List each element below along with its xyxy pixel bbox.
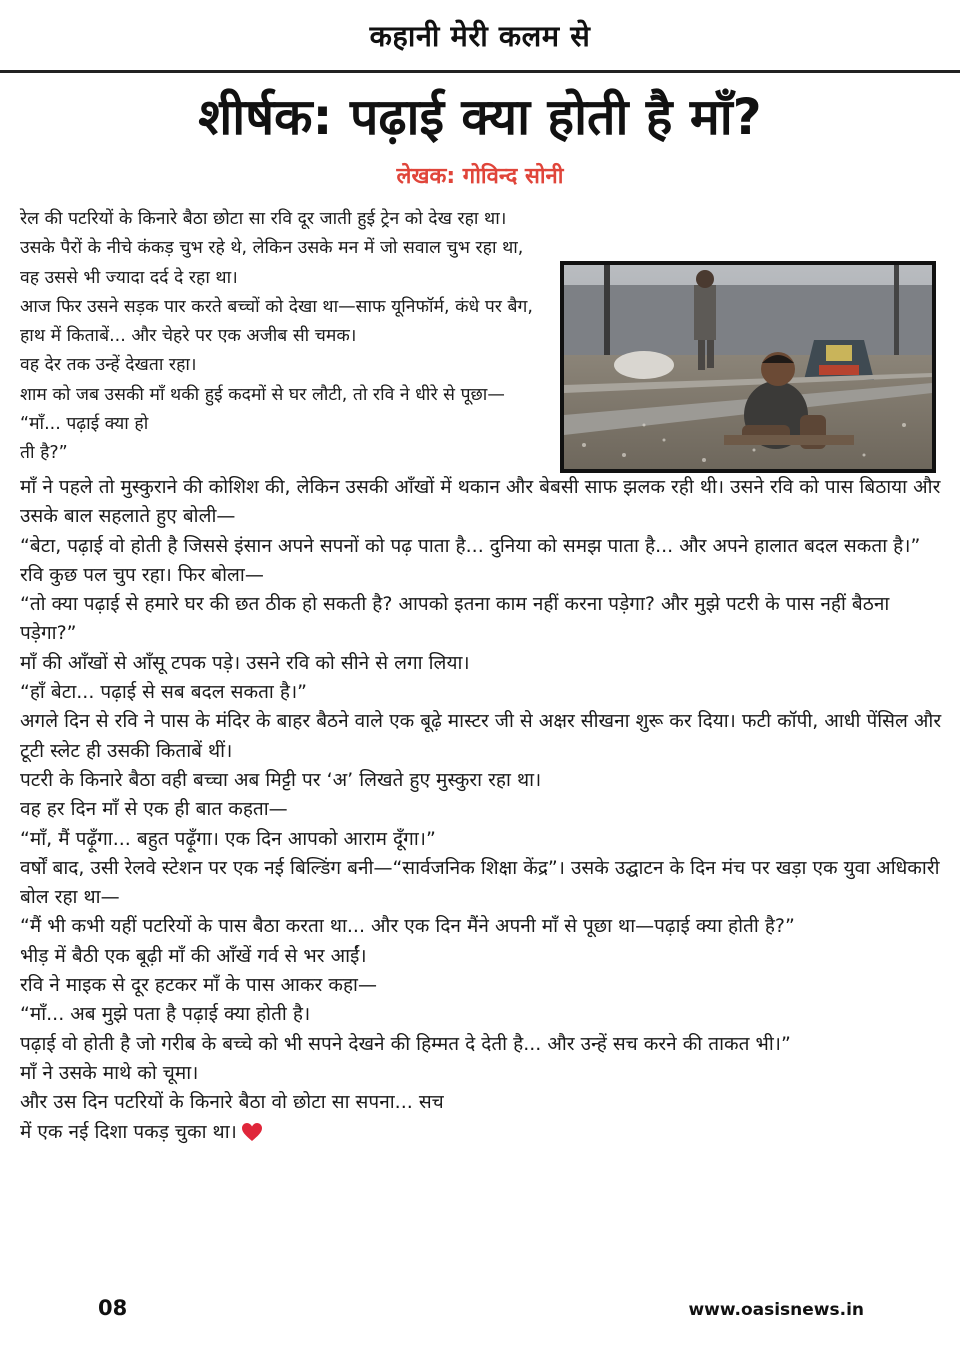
intro-block	[20, 205, 950, 473]
paragraph: पटरी के किनारे बैठा वही बच्चा अब मिट्टी पर ‘अ’ लिखते हुए मुस्कुरा रहा था।	[20, 768, 542, 791]
paragraph: “मैं भी कभी यहीं पटरियों के पास बैठा करता था... और एक दिन मैंने अपनी माँ से पूछा था—पढ़ाई क्या होती है?”	[20, 915, 795, 938]
paragraph: “माँ, मैं पढ़ूँगा... बहुत पढ़ूँगा। एक दिन आपको आराम दूँगा।”	[20, 827, 436, 850]
railway-child-photo-icon	[564, 265, 932, 469]
story-title: शीर्षक: पढ़ाई क्या होती है माँ?	[198, 88, 762, 146]
author-byline: लेखक: गोविन्द सोनी	[396, 164, 564, 189]
header-divider	[0, 70, 960, 73]
paragraph: “हाँ बेटा... पढ़ाई से सब बदल सकता है।”	[20, 681, 308, 704]
paragraph: रेल की पटरियों के किनारे बैठा छोटा सा रवि दूर जाती हुई ट्रेन को देख रहा था। उसके पैरों के नीचे कंकड़ चुभ रहे थे, लेकिन उसके मन में जो सवाल चुभ रहा था, वह उससे भी ज्यादा दर्द दे रहा था।	[20, 209, 524, 288]
final-paragraph-text: में एक नई दिशा पकड़ चुका था।	[20, 1120, 237, 1143]
paragraph: “माँ... पढ़ाई क्या हो	[20, 414, 149, 435]
intro-text	[20, 205, 542, 469]
paragraph: वह देर तक उन्हें देखता रहा।	[20, 355, 197, 376]
paragraph: माँ की आँखों से आँसू टपक पड़े। उसने रवि को सीने से लगा लिया।	[20, 651, 470, 674]
paragraph: रवि कुछ पल चुप रहा। फिर बोला—	[20, 563, 264, 586]
paragraph: “तो क्या पढ़ाई से हमारे घर की छत ठीक हो सकती है? आपको इतना काम नहीं करना पड़ेगा? और मुझे पटरी के पास नहीं बैठना पड़ेगा?”	[20, 593, 890, 645]
paragraph: रवि ने माइक से दूर हटकर माँ के पास आकर कहा—	[20, 974, 377, 997]
paragraph: शाम को जब उसकी माँ थकी हुई कदमों से घर लौटी, तो रवि ने धीरे से पूछा—	[20, 384, 505, 405]
paragraph: पढ़ाई वो होती है जो गरीब के बच्चे को भी सपने देखने की हिम्मत दे देती है... और उन्हें सच करने की ताकत भी।”	[20, 1032, 791, 1055]
website-url: www.oasisnews.in	[688, 1300, 864, 1320]
paragraph: माँ ने उसके माथे को चूमा।	[20, 1061, 199, 1084]
paragraph: माँ ने पहले तो मुस्कुराने की कोशिश की, लेकिन उसकी आँखों में थकान और बेबसी साफ झलक रही थी। उसने रवि को पास बिठाया और उसके बाल सहलाते हुए बोली—	[20, 476, 941, 528]
paragraph: भीड़ में बैठी एक बूढ़ी माँ की आँखें गर्व से भर आईं।	[20, 944, 367, 967]
paragraph: अगले दिन से रवि ने पास के मंदिर के बाहर बैठने वाले एक बूढ़े मास्टर जी से अक्षर सीखना शुरू कर दिया। फटी कॉपी, आधी पेंसिल और टूटी स्लेट ही उसकी किताबें थीं।	[20, 710, 942, 762]
page-header	[0, 0, 960, 70]
paragraph: “बेटा, पढ़ाई वो होती है जिससे इंसान अपने सपनों को पढ़ पाता है... दुनिया को समझ पाता है... और अपने हालात बदल सकता है।”	[20, 534, 921, 557]
paragraph: “माँ... अब मुझे पता है पढ़ाई क्या होती है।	[20, 1003, 311, 1026]
heart-icon	[241, 1122, 263, 1142]
paragraph: वर्षों बाद, उसी रेलवे स्टेशन पर एक नई बिल्डिंग बनी—“सार्वजनिक शिक्षा केंद्र”। उसके उद्घाटन के दिन मंच पर खड़ा एक युवा अधिकारी बोल रहा था—	[20, 856, 940, 909]
story-body	[20, 205, 950, 1147]
page-number: 08	[98, 1296, 128, 1320]
section-title: कहानी मेरी कलम से	[369, 19, 591, 53]
final-paragraph	[20, 1118, 950, 1147]
paragraph: आज फिर उसने सड़क पार करते बच्चों को देखा था—साफ यूनिफॉर्म, कंधे पर बैग, हाथ में किताबें... और चेहरे पर एक अजीब सी चमक।	[20, 296, 533, 347]
paragraph: और उस दिन पटरियों के किनारे बैठा वो छोटा सा सपना... सच	[20, 1091, 444, 1114]
paragraph: ती है?”	[20, 443, 68, 464]
story-photo	[560, 261, 936, 473]
paragraph: वह हर दिन माँ से एक ही बात कहता—	[20, 798, 288, 821]
